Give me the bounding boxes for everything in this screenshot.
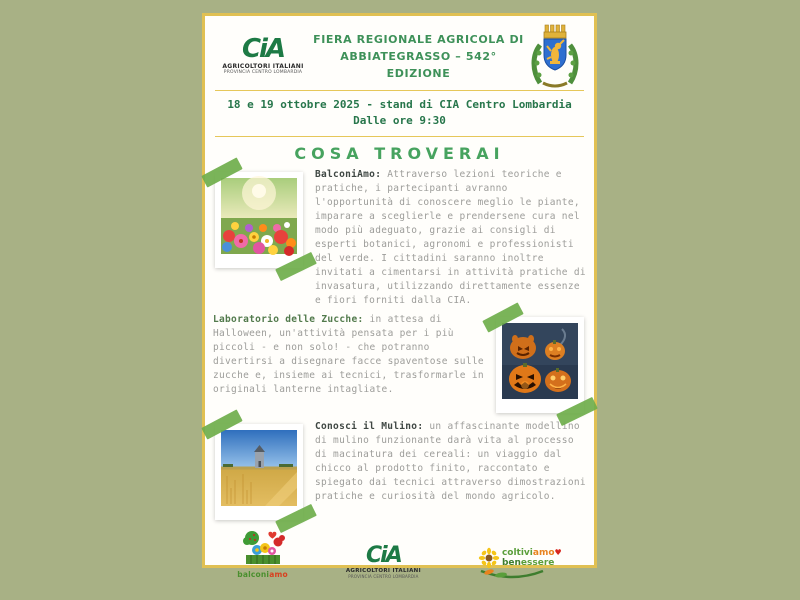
event-poster <box>202 13 597 579</box>
leaf-swoosh-icon <box>479 569 545 579</box>
benessere-text-bold: ben <box>501 558 521 568</box>
balconiamo-text-green: balconi <box>237 570 270 579</box>
heart-icon: ♥ <box>554 548 562 557</box>
balconiamo-logo-icon <box>238 529 288 567</box>
flower-meadow-photo <box>215 172 303 268</box>
activity-block-zucche <box>205 313 594 415</box>
cia-logo-caption: AGRICOLTORI ITALIANI <box>345 568 421 574</box>
activity-lead: Conosci il Mulino: <box>315 421 424 432</box>
activity-body: un affascinante modellino di mulino funzionante darà vita al processo di macinatura dei cereali: un viaggio dal chicco al prodotto finito, raccontato e spiegato dai tecnici attraverso dimostrazioni pratiche e curiosità del mondo agricolo. <box>315 421 586 502</box>
balconiamo-logo <box>237 529 288 579</box>
balconiamo-text-red: amo <box>269 570 288 579</box>
wheat-field-mill-image <box>221 430 297 506</box>
flower-meadow-image <box>221 178 297 254</box>
coltiviamo-text-green: coltivi <box>501 548 533 558</box>
event-title-line1: FIERA REGIONALE AGRICOLA DI <box>313 32 524 46</box>
pumpkin-cat <box>510 335 536 359</box>
event-title <box>309 31 528 82</box>
activity-block-mulino <box>205 420 594 522</box>
poster-header <box>205 24 594 90</box>
event-title-line2: ABBIATEGRASSO – 542° EDIZIONE <box>340 49 497 80</box>
section-title: COSA TROVERAI <box>294 144 505 163</box>
cia-logo-subcaption: PROVINCIA CENTRO LOMBARDIA <box>223 70 303 75</box>
gold-divider <box>215 136 584 137</box>
activity-body: in attesa di Halloween, un'attività pensata per i più piccoli - e non solo! - che potranno divertirsi a disegnare facce spaventose sulle zucche e, insieme ai tecnici, trasformarle in originali lanterne intagliate. <box>213 314 484 395</box>
activity-body: Attraverso lezioni teoriche e pratiche, i partecipanti avranno l'opportunità di conoscere meglio le piante, imparare a sceglierle e prendersene cura nel modo più adeguato, grazie ai consigli di esperti botanici, agronomi e professionisti del verde. I cittadini saranno inoltre invitati a cimentarsi in attività pratiche di invasatura, utilizzando direttamente essenze e fiori forniti dalla CIA. <box>315 169 586 306</box>
activity-block-balconiamo <box>205 168 594 308</box>
cia-logo-mark: CiA <box>241 34 285 64</box>
activity-text-zucche <box>213 313 484 397</box>
carved-pumpkins-image <box>502 323 578 399</box>
cia-logo-caption: AGRICOLTORI ITALIANI <box>222 63 304 70</box>
balconiamo-logo-text <box>237 571 288 579</box>
cia-logo-subcaption: PROVINCIA CENTRO LOMBARDIA <box>348 574 419 579</box>
tape-strip-icon <box>275 252 317 281</box>
coltiviamo-text-orange: amo <box>532 548 555 558</box>
cia-logo-mark: CiA <box>366 543 401 568</box>
event-date-line: 18 e 19 ottobre 2025 - stand di CIA Centro Lombardia <box>227 98 572 111</box>
event-time-line: Dalle ore 9:30 <box>353 114 446 127</box>
event-info <box>205 91 594 136</box>
activity-lead: BalconiAmo: <box>315 169 382 180</box>
carved-pumpkins-photo <box>496 317 584 413</box>
cia-logo <box>217 34 309 75</box>
activity-text-balconiamo <box>315 168 586 308</box>
coltiviamo-benessere-logo <box>479 548 562 579</box>
wheat-field-mill-photo <box>215 424 303 520</box>
partner-logos <box>205 527 594 583</box>
cia-footer-logo <box>345 543 421 579</box>
abbiategrasso-crest-icon <box>528 23 582 89</box>
activity-text-mulino <box>315 420 586 504</box>
sunflower-icon <box>479 548 499 568</box>
activity-lead: Laboratorio delle Zucche: <box>213 314 364 325</box>
benessere-text-rest: essere <box>520 558 555 568</box>
coltiviamo-logo-text <box>502 548 562 568</box>
